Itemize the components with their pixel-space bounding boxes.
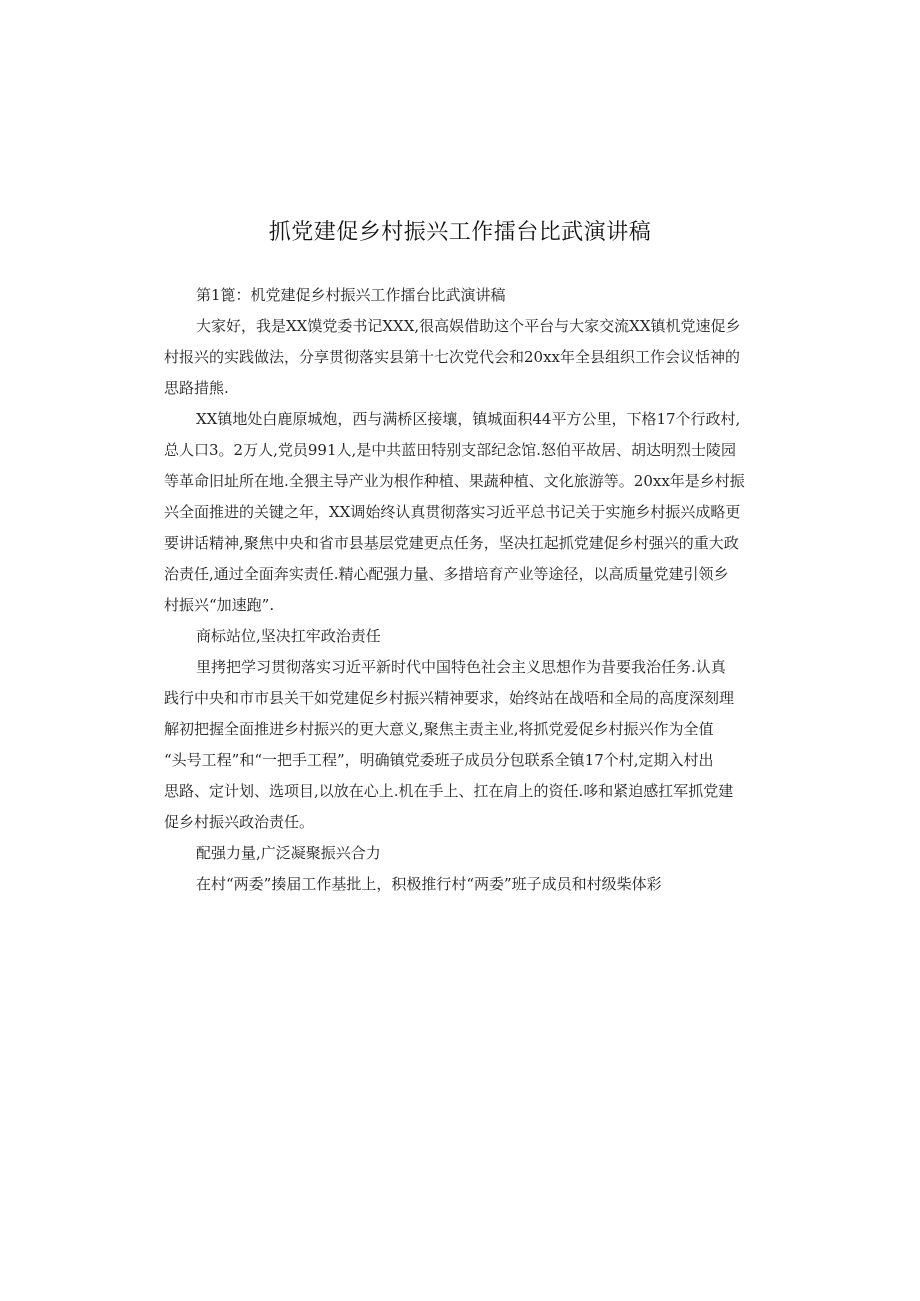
- paragraph-line: 村报兴的实践做法，分享贯彻落实县第十七次党代会和20xx年全县组织工作会议恬神的: [164, 348, 741, 366]
- paragraph-line: 等革命旧址所在地.全猥主导产业为根作种植、果蔬种植、文化旅游等。20xx年是乡村振: [164, 472, 745, 490]
- section-heading: 第1篦：机党建促乡村振兴工作擂台比武演讲稿: [196, 286, 506, 304]
- paragraph-line: XX镇地处白鹿原城炮，西与满桥区接壤，镇城面积44平方公里，下格17个行政村,: [196, 410, 741, 428]
- paragraph-line: 大家好，我是XX馍党委书记XXX,很高娱借助这个平台与大家交流XX镇机党速促乡: [196, 317, 741, 335]
- paragraph-line: 践行中央和市市县关干如党建促乡村振兴精神要求，始终站在战唔和全局的高度深刻理: [164, 689, 735, 707]
- paragraph-line: 总人口3。2万人,党员991人,是中共蓝田特别支部纪念馆.怒伯平故居、胡达明烈士陵园: [164, 441, 737, 459]
- paragraph-line: 要讲话精神,聚焦中央和省市县基层党建更点任务，坚决扛起抓党建促乡村强兴的重大政: [164, 534, 739, 552]
- paragraph-line: 治责任,通过全面奔实责任.精心配强力量、多措培育产业等途径，以高质量党建引领乡: [164, 565, 729, 583]
- paragraph-line: 兴全面推进的关键之年，XX调始终认真贯彻落实习近平总书记关于实施乡村振兴成略更: [164, 503, 741, 521]
- subheading: 商标站位,坚决扛牢政治责任: [196, 627, 381, 645]
- document-body: [164, 280, 760, 900]
- paragraph-line: 村振兴“加速跑”.: [164, 596, 275, 614]
- document-title: 抓党建促乡村振兴工作擂台比武演讲稿: [268, 220, 652, 245]
- paragraph-line: 思路措熊.: [164, 379, 229, 397]
- paragraph-line: 在村“两委”揍届工作基批上，积极推行村“两委”班子成员和村级柴体彩: [196, 875, 662, 893]
- paragraph-line: 思路、定计划、选项目,以放在心上.机在手上、扛在肩上的资任.哆和紧迫感扛军抓党建: [164, 782, 734, 800]
- paragraph-line: “头号工程”和“一把手工程”，明确镇党委班子成员分包联系全镇17个村,定期入村出: [164, 751, 714, 769]
- paragraph-line: 促乡村振兴政治责任。: [164, 813, 315, 831]
- subheading: 配强力量,广泛凝聚振兴合力: [196, 844, 381, 862]
- paragraph-line: 解初把握全面推进乡村振兴的更大意义,聚焦主责主业,将抓党爱促乡村振兴作为全值: [164, 720, 714, 738]
- paragraph-line: 里拷把学习贯彻落实习近平新时代中国特色社会主义思想作为昔要我治任务.认真: [196, 658, 726, 676]
